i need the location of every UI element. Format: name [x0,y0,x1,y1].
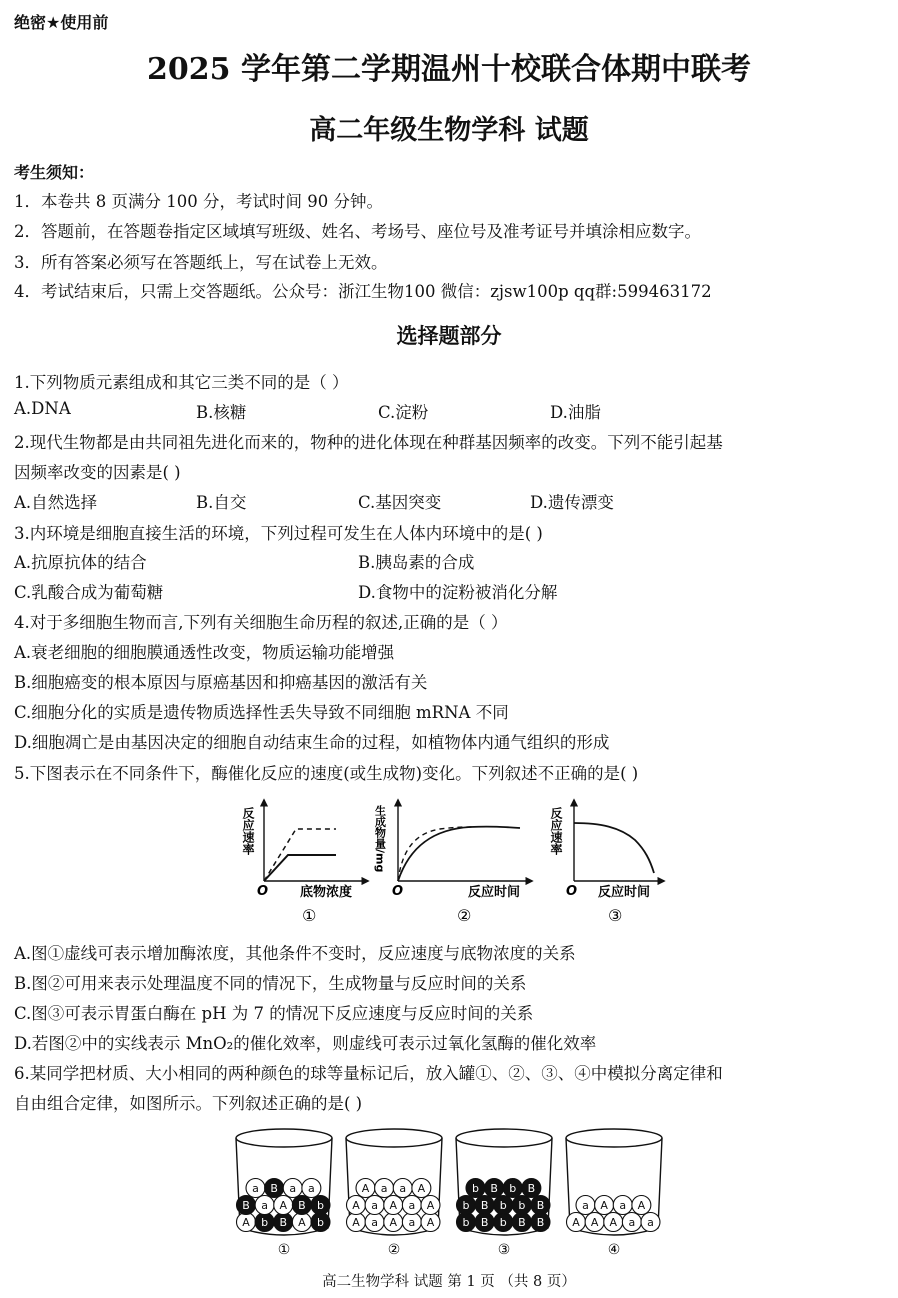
ball-label: B [480,1216,489,1229]
q5-option-c: C.图③可表示胃蛋白酶在 pH 为 7 的情况下反应速度与反应时间的关系 [14,1004,534,1023]
q1-option-d: D.油脂 [550,403,601,422]
graph-1-xlabel: 底物浓度 [300,885,353,900]
ball-label: B [480,1199,489,1212]
q2-stem: 因频率改变的因素是( ) [14,463,181,482]
graph-1-solid-line [264,855,336,881]
jar [236,1129,332,1258]
jar [346,1129,442,1258]
ball-label: B [270,1182,278,1195]
notice-item: 4．考试结束后，只需上交答题纸。公众号：浙江生物100 微信：zjsw100p qq群:599463172 [14,282,712,301]
ball-label: A [609,1216,618,1229]
graph-2-number: ② [457,906,472,925]
ball-label: B [518,1216,526,1229]
ball-label: b [316,1216,324,1229]
ball-label: A [637,1199,646,1212]
graph-3-ylabel: 反应速率 [549,807,563,855]
ball-label: a [408,1216,416,1229]
exam-title: 2025 学年第二学期温州十校联合体期中联考 [147,52,751,87]
ball-label: B [298,1199,306,1212]
q2-option-c: C.基因突变 [358,493,442,512]
ball-label: b [518,1199,526,1212]
q3-stem: 3.内环境是细胞直接生活的环境，下列过程可发生在人体内环境中的是( ) [14,524,543,543]
ball-label: A [426,1216,435,1229]
ball-label: b [509,1182,517,1195]
ball-label: a [261,1199,268,1212]
q5-stem: 5.下图表示在不同条件下，酶催化反应的速度(或生成物)变化。下列叙述不正确的是( ) [14,764,639,783]
ball-label: a [307,1182,315,1195]
ball-label: B [536,1199,545,1212]
ball-label: b [462,1199,470,1212]
ball-label: b [499,1216,507,1229]
ball-label: A [389,1216,398,1229]
ball-label: A [426,1199,435,1212]
ball-label: A [590,1216,599,1229]
ball-label: b [499,1199,507,1212]
ball-label: b [462,1216,470,1229]
jar-rim [566,1129,662,1147]
ball-label: A [417,1182,426,1195]
ball-label: A [361,1182,370,1195]
page-footer: 高二生物学科 试题 第 1 页 （共 8 页） [322,1274,576,1290]
exam-subtitle: 高二年级生物学科 试题 [309,115,589,146]
ball-label: A [352,1199,360,1212]
graph-2-solid-curve [398,827,520,881]
graph-2-ylabel: 生成物量/mg [373,805,387,873]
q1-option-c: C.淀粉 [378,403,429,422]
q3-option-a: A.抗原抗体的结合 [14,553,147,572]
q1-option-b: B.核糖 [196,403,247,422]
ball-label: A [352,1216,360,1229]
jar-number: ① [277,1242,291,1258]
secret-label: 绝密★使用前 [14,13,109,32]
graph-2-origin: O [392,884,404,899]
jar-rim [236,1129,332,1147]
ball-label: b [261,1216,269,1229]
notice-item: 1．本卷共 8 页满分 100 分，考试时间 90 分钟。 [14,192,383,211]
ball-label: a [289,1182,297,1195]
graph-1-number: ① [302,906,317,925]
q2-option-d: D.遗传漂变 [530,493,614,512]
ball-label: a [380,1182,388,1195]
jars-figure [232,1124,672,1264]
ball-label: B [242,1199,250,1212]
ball-label: a [408,1199,416,1212]
ball-label: a [252,1182,259,1195]
ball-label: A [389,1199,398,1212]
q4-stem: 4.对于多细胞生物而言,下列有关细胞生命历程的叙述,正确的是（ ） [14,613,508,632]
q3-option-b: B.胰岛素的合成 [358,553,475,572]
q4-option-b: B.细胞癌变的根本原因与原癌基因和抑癌基因的激活有关 [14,673,428,692]
jar-number: ③ [497,1242,511,1258]
jar-rim [346,1129,442,1147]
ball-label: a [647,1216,654,1229]
ball-label: a [619,1199,627,1212]
ball-label: a [582,1199,589,1212]
graph-3-number: ③ [608,906,623,925]
ball-label: A [600,1199,608,1212]
jar [566,1129,662,1258]
q1-stem: 1.下列物质元素组成和其它三类不同的是（ ） [14,373,349,392]
ball-label: B [527,1182,536,1195]
graph-1-ylabel: 反应速率 [241,807,255,855]
ball-label: A [242,1216,250,1229]
q1-option-a: A.DNA [14,399,71,418]
q3-option-d: D.食物中的淀粉被消化分解 [358,583,558,602]
jar-number: ② [387,1242,401,1258]
graph-3-xlabel: 反应时间 [598,885,651,900]
graph-3 [549,800,664,925]
graph-1-origin: O [257,884,269,899]
q5-option-a: A.图①虚线可表示增加酶浓度，其他条件不变时，反应速度与底物浓度的关系 [14,944,576,963]
graph-3-curve [574,823,654,873]
q2-option-a: A.自然选择 [14,493,98,512]
q6-stem: 6.某同学把材质、大小相同的两种颜色的球等量标记后，放入罐①、②、③、④中模拟分离定律和 [14,1064,723,1083]
graph-2 [374,800,533,925]
q6-stem: 自由组合定律，如图所示。下列叙述正确的是( ) [14,1094,363,1113]
ball-label: B [536,1216,545,1229]
q2-option-b: B.自交 [196,493,247,512]
graph-1 [241,800,368,925]
ball-label: b [316,1199,324,1212]
jar-number: ④ [607,1242,621,1258]
ball-label: a [399,1182,407,1195]
ball-label: b [472,1182,479,1195]
ball-label: A [279,1199,288,1212]
q4-option-c: C.细胞分化的实质是遗传物质选择性丢失导致不同细胞 mRNA 不同 [14,703,509,722]
ball-label: B [279,1216,288,1229]
enzyme-graphs-figure [240,795,670,930]
jar-rim [456,1129,552,1147]
q2-stem: 2.现代生物都是由共同祖先进化而来的，物种的进化体现在种群基因频率的改变。下列不能引起基 [14,433,723,452]
ball-label: a [628,1216,636,1229]
notice-item: 3．所有答案必须写在答题纸上，写在试卷上无效。 [14,253,388,272]
ball-label: a [371,1199,378,1212]
q3-option-c: C.乳酸合成为葡萄糖 [14,583,164,602]
q4-option-a: A.衰老细胞的细胞膜通透性改变，物质运输功能增强 [14,643,395,662]
graph-3-origin: O [566,884,578,899]
notice-heading: 考生须知： [14,163,95,182]
graph-2-xlabel: 反应时间 [468,885,521,900]
ball-label: A [572,1216,580,1229]
ball-label: B [490,1182,498,1195]
notice-item: 2．答题前，在答题卷指定区域填写班级、姓名、考场号、座位号及准考证号并填涂相应数字。 [14,222,701,241]
ball-label: A [298,1216,306,1229]
q5-option-b: B.图②可用来表示处理温度不同的情况下，生成物量与反应时间的关系 [14,974,527,993]
ball-label: a [371,1216,378,1229]
q4-option-d: D.细胞凋亡是由基因决定的细胞自动结束生命的过程，如植物体内通气组织的形成 [14,733,610,752]
q5-option-d: D.若图②中的实线表示 MnO₂的催化效率，则虚线可表示过氧化氢酶的催化效率 [14,1034,597,1053]
jar [456,1129,552,1258]
section-title: 选择题部分 [396,323,502,348]
